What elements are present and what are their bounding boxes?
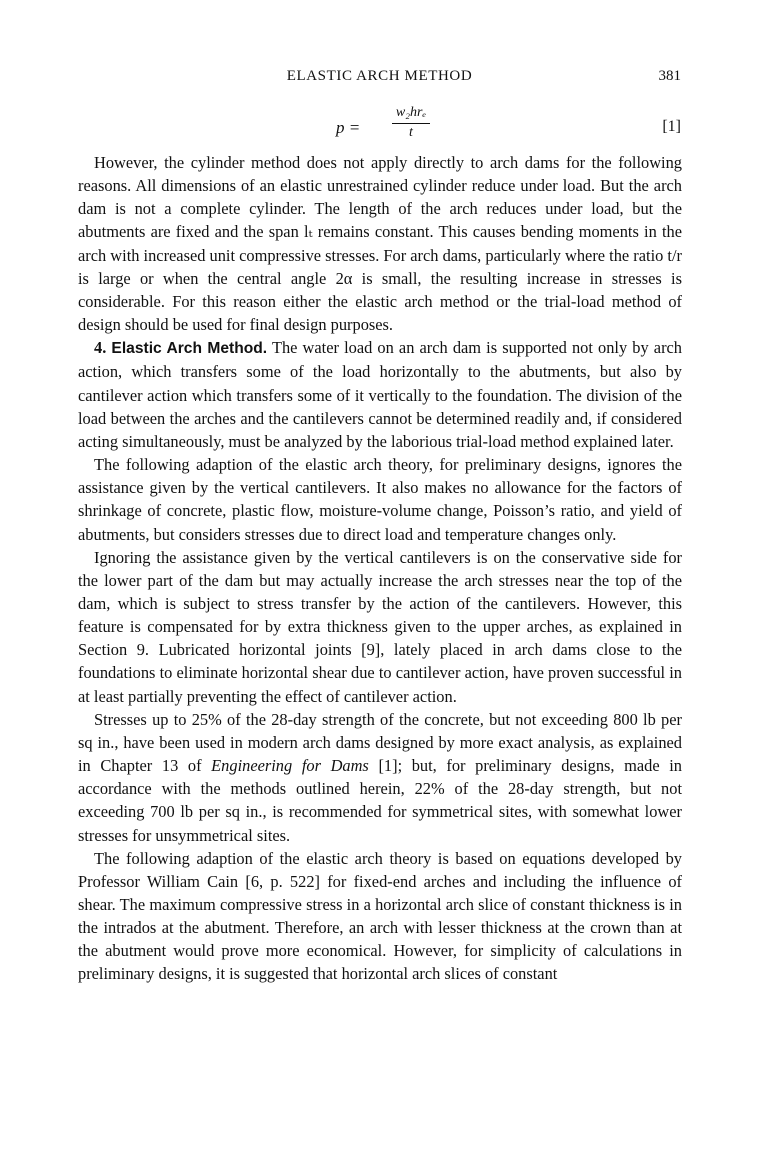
paragraph: [78, 708, 682, 847]
running-head: ELASTIC ARCH METHOD: [286, 68, 473, 84]
paragraph-text: Stresses up to 25% of the 28-day strength of the concrete, but not exceeding 800 lb per sq in., have been used in modern arch dams designed by more exact analysis, as explained in Chapter 13 of: [78, 709, 682, 776]
section-number: 4.: [94, 338, 107, 358]
book-title: Engineering for Dams: [211, 756, 369, 776]
page-number: 381: [658, 68, 681, 84]
section-paragraph: [78, 336, 682, 453]
equation-denominator: t: [409, 125, 413, 140]
paragraph: The following adaption of the elastic arch theory is based on equations developed by Professor William Cain [6, p. 522] for fixed-end arches and including the influence of shear. The maximum compressive stress in a horizontal arch slice of constant thickness is in the intrados at the abutment. Therefore, an arch with lesser thickness at the crown than at the abutment would prove more economical. However, for simplicity of calculations in preliminary designs, it is suggested that horizontal arch slices of constant: [78, 848, 682, 984]
section-heading: Elastic Arch Method.: [111, 340, 268, 358]
equation-fraction: [390, 104, 432, 141]
body-text: [78, 151, 682, 986]
paragraph: However, the cylinder method does not apply directly to arch dams for the following reasons. All dimensions of an elastic unrestrained cylinder reduce under load. But the arch dam is not a complete cylinder. The length of the arch reduces under load, but the abutments are fixed and the span lₜ remains constant. This causes bending moments in the arch with increased unit compressive stresses. For arch dams, particularly where the ratio t/r is large or when the central angle 2α is small, the resulting increase in stresses is considerable. For this reason either the elastic arch method or the trial-load method of design should be used for final design purposes.: [78, 153, 682, 335]
paragraph: The following adaption of the elastic arch theory, for preliminary designs, ignores the assistance given by the vertical cantilevers. It also makes no allowance for the factors of shrinkage of concrete, plastic flow, moisture-volume change, Poisson’s ratio, and yield of abutments, but considers stresses due to direct load and temperature changes only.: [78, 455, 682, 544]
fraction-bar: [392, 123, 430, 124]
paragraph-text: [1]; but, for preliminary designs, made in accordance with the methods outlined herein, 22% of the 28-day strength, but not exceeding 700 lb per sq in., is recommended for symmetrical sites, with somewhat lower stresses for unsymmetrical sites.: [78, 756, 682, 845]
equation-lhs: p =: [336, 118, 361, 137]
paragraph-text: The water load on an arch dam is supported not only by arch action, which transfers some of the load horizontally to the abutments, but also by cantilever action which transfers some of it vertically to the foundation. The division of the load between the arches and the cantilevers cannot be determined readily and, if considered acting simultaneously, must be analyzed by the laborious trial-load method explained later.: [78, 338, 682, 451]
equation-number: [1]: [662, 118, 681, 135]
page-header: [78, 68, 681, 88]
equation-numerator: w₂hrₑ: [395, 105, 427, 120]
paragraph: Ignoring the assistance given by the vertical cantilevers is on the conservative side for the lower part of the dam but may actually increase the arch stresses near the top of the dam, which is subject to stress transfer by the action of the cantilevers. However, this feature is compensated for by extra thickness given to the upper arches, as explained in Section 9. Lubricated horizontal joints [9], lately placed in arch dams close to the foundations to eliminate horizontal shear due to cantilever action, have proven successful in at least partially preventing the effect of cantilever action.: [78, 547, 682, 706]
equation-1: [78, 104, 681, 150]
